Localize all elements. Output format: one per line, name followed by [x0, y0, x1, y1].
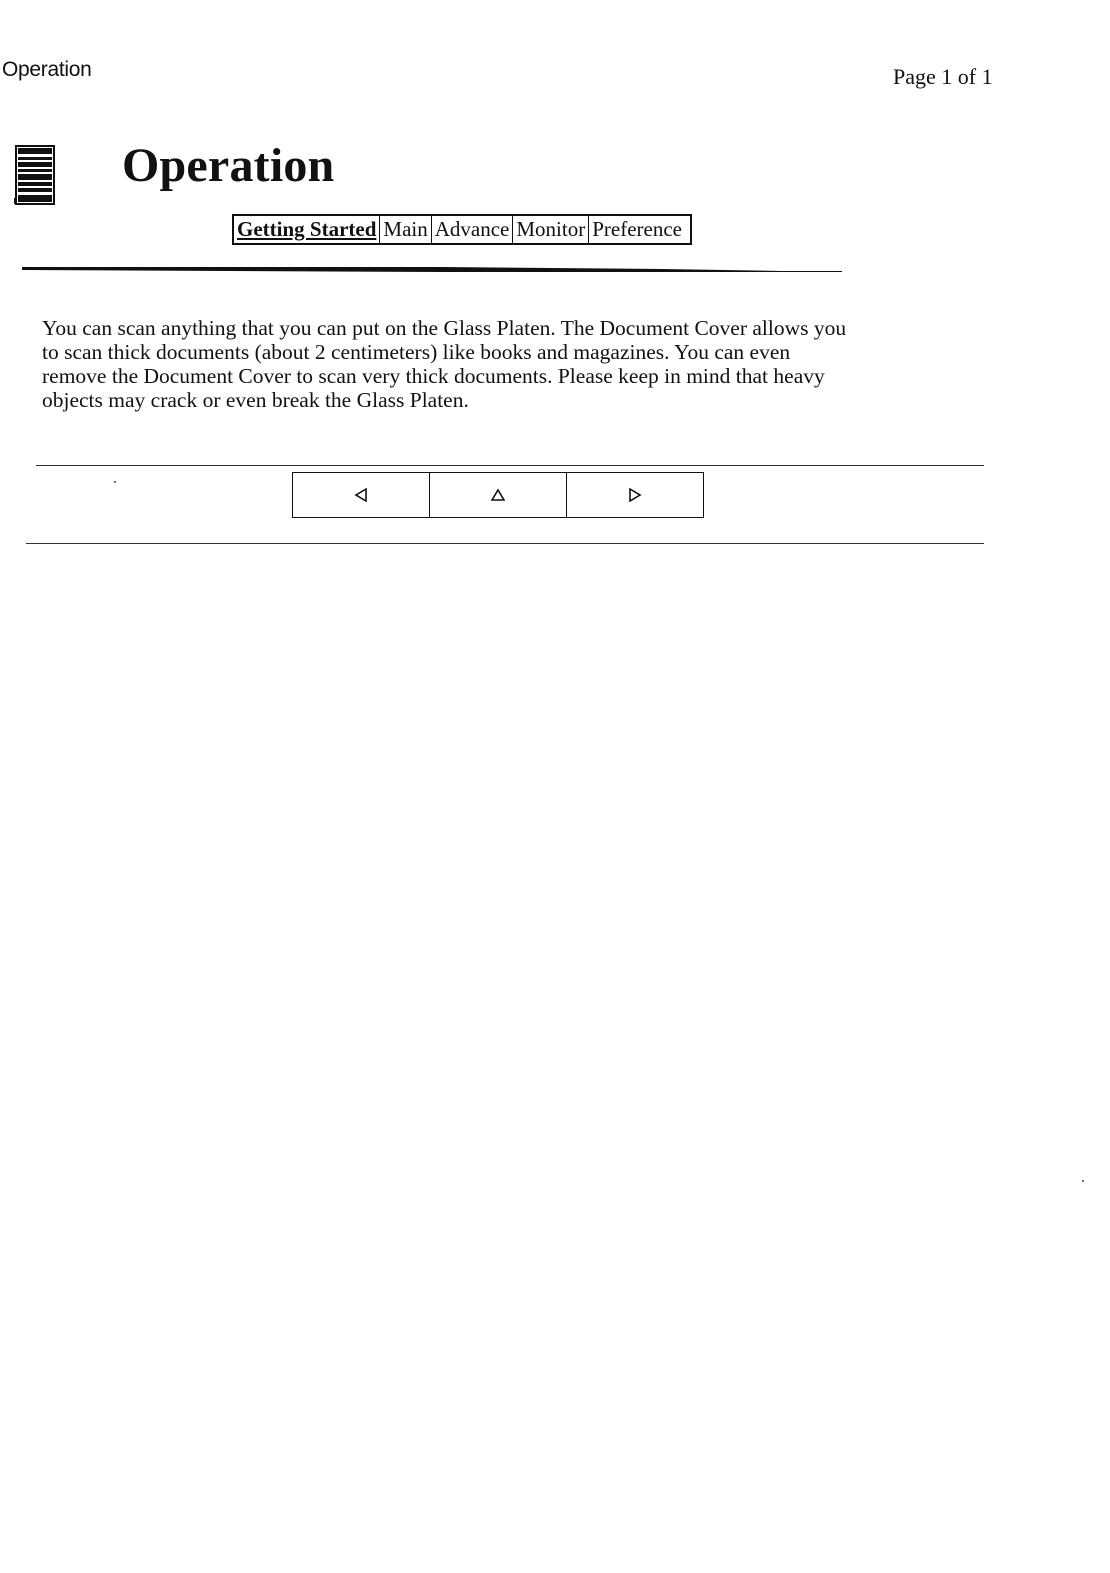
navigation-buttons [292, 472, 704, 518]
next-page-button[interactable] [567, 473, 703, 517]
previous-page-button[interactable] [293, 473, 430, 517]
triangle-left-icon [354, 488, 368, 502]
up-page-button[interactable] [430, 473, 567, 517]
header-divider [22, 265, 842, 275]
divider-bottom [26, 543, 984, 544]
print-header-title: Operation [2, 58, 92, 81]
triangle-up-icon [491, 488, 505, 502]
tab-bar [232, 214, 692, 245]
tab-getting-started[interactable]: Getting Started [234, 216, 380, 243]
body-line: objects may crack or even break the Glass Platen. [42, 388, 469, 412]
tab-preference[interactable]: Preference [592, 217, 682, 241]
page-title: Operation [122, 139, 335, 192]
scan-speck [1082, 1180, 1084, 1182]
body-line: remove the Document Cover to scan very thick documents. Please keep in mind that heavy [42, 364, 825, 388]
document-icon [14, 140, 58, 208]
print-page-number: Page 1 of 1 [893, 64, 993, 89]
body-paragraph [42, 316, 987, 412]
triangle-right-icon [628, 488, 642, 502]
tab-monitor[interactable]: Monitor [513, 216, 589, 243]
tab-advance[interactable]: Advance [432, 216, 514, 243]
divider-top [36, 465, 984, 466]
body-line: You can scan anything that you can put on the Glass Platen. The Document Cover allows you [42, 316, 847, 340]
scan-speck [114, 481, 116, 483]
tab-main[interactable]: Main [380, 216, 431, 243]
body-line: to scan thick documents (about 2 centimeters) like books and magazines. You can even [42, 340, 791, 364]
